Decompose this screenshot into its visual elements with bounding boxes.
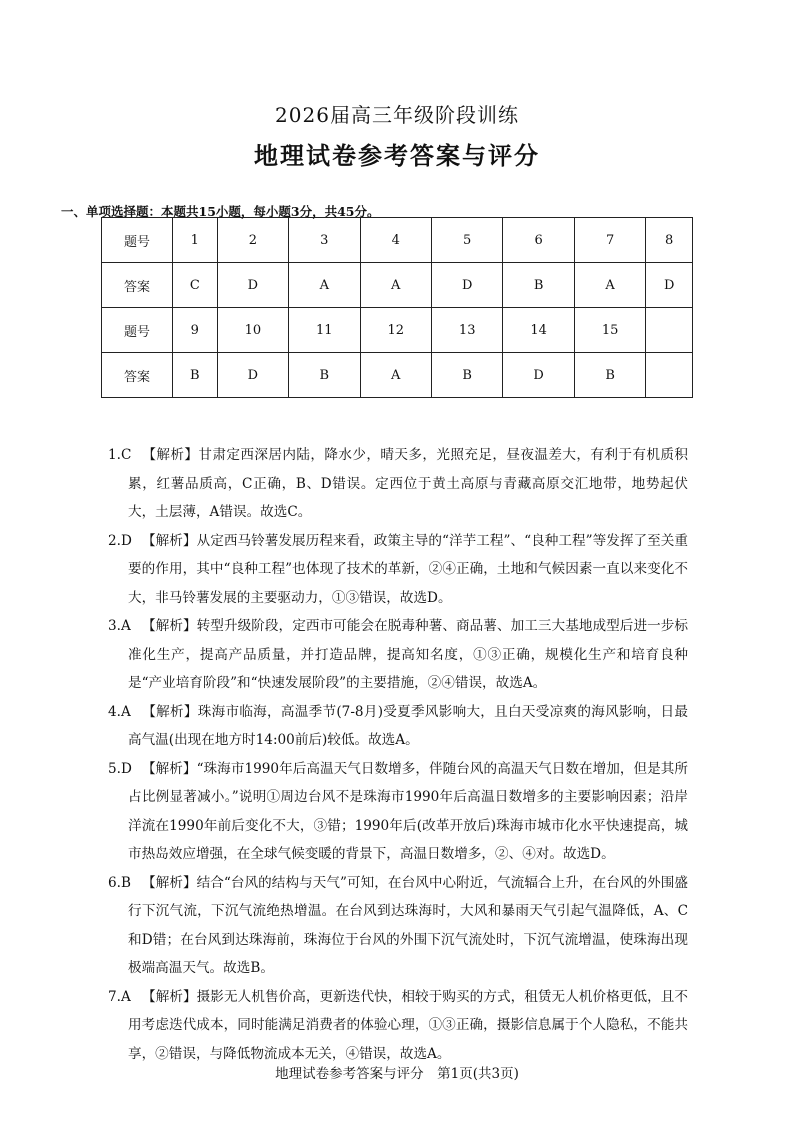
answer-number: 4.A — [108, 703, 131, 720]
table-cell: 3 — [289, 218, 360, 263]
answer-number: 2.D — [108, 532, 132, 549]
section-heading: 一、单项选择题：本题共15小题，每小题3分，共45分。 — [61, 204, 380, 219]
table-cell: 1 — [173, 218, 218, 263]
table-cell: 8 — [646, 218, 693, 263]
answer-text: 【解析】从定西马铃薯发展历程来看，政策主导的“洋芋工程”、“良种工程”等发挥了至关重要的作用，其中“良种工程”也体现了技术的革新，②④正确，土地和气候因素一直以来变化不大，非马铃薯发展的主要驱动力，①③错误，故选D。 — [128, 532, 688, 606]
table-cell: B — [173, 353, 218, 398]
table-cell: D — [646, 263, 693, 308]
table-cell: A — [289, 263, 360, 308]
table-cell: B — [574, 353, 645, 398]
table-cell: 4 — [360, 218, 431, 263]
table-cell: D — [217, 263, 288, 308]
answer-text: 【解析】转型升级阶段，定西市可能会在脱毒种薯、商品薯、加工三大基地成型后进一步标准化生产，提高产品质量，并打造品牌，提高知名度，①③正确，规模化生产和培育良种是“产业培育阶段”和“快速发展阶段”的主要措施，②④错误，故选A。 — [128, 618, 688, 691]
answer-text: 【解析】珠海市临海，高温季节(7-8月)受夏季风影响大，且白天受凉爽的海风影响，日最高气温(出现在地方时14:00前后)较低。故选A。 — [128, 703, 688, 748]
table-cell: A — [360, 353, 431, 398]
table-cell: B — [289, 353, 360, 398]
answer-item — [108, 612, 688, 698]
answer-number: 7.A — [108, 988, 131, 1005]
table-row — [102, 263, 693, 308]
answer-item — [108, 869, 688, 983]
table-cell: 15 — [574, 308, 645, 353]
table-cell — [646, 308, 693, 353]
answer-text: 【解析】“珠海市1990年后高温天气日数增多，伴随台风的高温天气日数在增加，但是其所占比例显著减小。”说明①周边台风不是珠海市1990年后高温日数增多的主要影响因素；沿岸洋流在1990年前后变化不大，③错；1990年后(改革开放后)珠海市城市化水平快速提高，城市热岛效应增强，在全球气候变暖的背景下，高温日数增多，②、④对。故选D。 — [128, 760, 688, 862]
table-cell: 14 — [503, 308, 574, 353]
table-cell: 6 — [503, 218, 574, 263]
row-header-cell: 答案 — [102, 263, 173, 308]
table-row — [102, 218, 693, 263]
table-cell: 12 — [360, 308, 431, 353]
row-header-cell: 答案 — [102, 353, 173, 398]
table-cell: D — [431, 263, 502, 308]
table-cell: D — [503, 353, 574, 398]
answer-table — [101, 217, 693, 398]
table-cell: 7 — [574, 218, 645, 263]
table-row — [102, 308, 693, 353]
document-subtitle: 地理试卷参考答案与评分 — [254, 142, 540, 170]
table-cell: 5 — [431, 218, 502, 263]
answer-item — [108, 441, 688, 527]
answer-number: 1.C — [108, 447, 132, 463]
table-cell: 11 — [289, 308, 360, 353]
answer-number: 3.A — [108, 618, 131, 634]
row-header-cell: 题号 — [102, 308, 173, 353]
answer-explanations — [108, 441, 688, 1068]
table-row — [102, 353, 693, 398]
answer-item — [108, 755, 688, 869]
table-cell: B — [431, 353, 502, 398]
page-footer: 地理试卷参考答案与评分 第1页(共3页) — [275, 1066, 519, 1082]
answer-item — [108, 983, 688, 1069]
table-cell: B — [503, 263, 574, 308]
table-cell: C — [173, 263, 218, 308]
answer-item — [108, 527, 688, 613]
answer-text: 【解析】摄影无人机售价高，更新迭代快，相较于购买的方式，租赁无人机价格更低，且不用考虑迭代成本，同时能满足消费者的体验心理，①③正确，摄影信息属于个人隐私，不能共享，②错误，与降低物流成本无关，④错误，故选A。 — [128, 988, 688, 1062]
answer-number: 6.B — [108, 874, 131, 891]
table-cell: A — [360, 263, 431, 308]
table-cell: A — [574, 263, 645, 308]
answer-number: 5.D — [108, 760, 132, 777]
table-cell — [646, 353, 693, 398]
answer-text: 【解析】甘肃定西深居内陆，降水少，晴天多，光照充足，昼夜温差大，有利于有机质积累，红薯品质高，C正确，B、D错误。定西位于黄土高原与青藏高原交汇地带，地势起伏大，土层薄，A错误。故选C。 — [128, 447, 688, 520]
answer-text: 【解析】结合“台风的结构与天气”可知，在台风中心附近，气流辐合上升，在台风的外围盛行下沉气流，下沉气流绝热增温。在台风到达珠海时，大风和暴雨天气引起气温降低，A、C和D错；在台风到达珠海前，珠海位于台风的外围下沉气流处时，下沉气流增温，使珠海出现极端高温天气。故选B。 — [128, 874, 688, 976]
row-header-cell: 题号 — [102, 218, 173, 263]
table-cell: 10 — [217, 308, 288, 353]
table-cell: 2 — [217, 218, 288, 263]
table-cell: 13 — [431, 308, 502, 353]
answer-item — [108, 698, 688, 755]
table-cell: D — [217, 353, 288, 398]
document-title: 2026届高三年级阶段训练 — [275, 103, 519, 127]
table-cell: 9 — [173, 308, 218, 353]
